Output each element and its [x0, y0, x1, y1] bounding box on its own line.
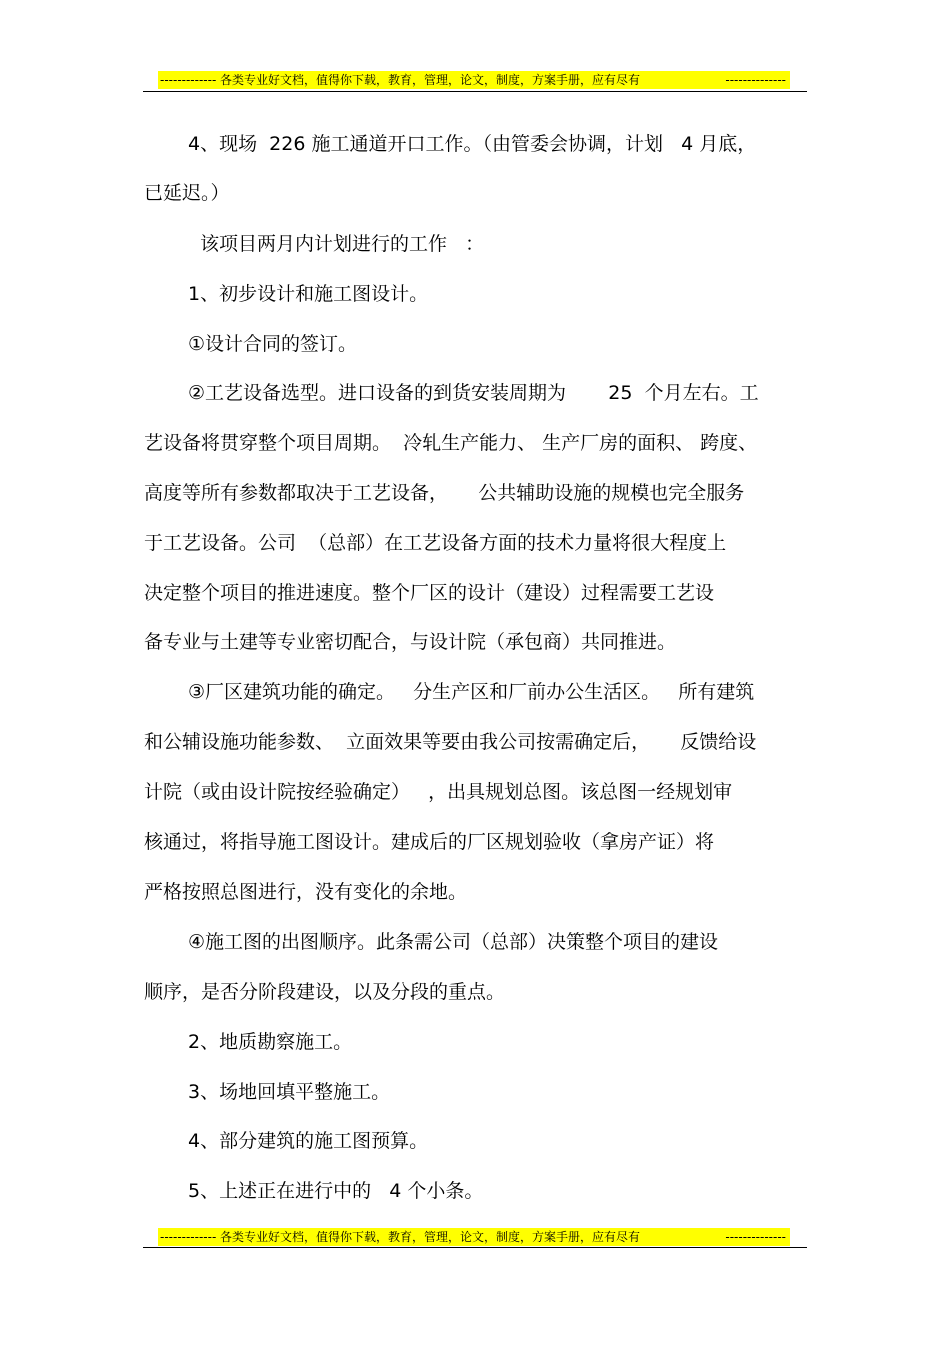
body-line: ①设计合同的签订。 — [188, 333, 358, 355]
body-line: ③厂区建筑功能的确定。 分生产区和厂前办公生活区。 所有建筑 — [188, 681, 755, 703]
body-line: 5、上述正在进行中的 4 个小条。 — [188, 1180, 484, 1202]
body-line: 计院（或由设计院按经验确定） ，出具规划总图。该总图一经规划审 — [144, 781, 733, 803]
header-dashes-left: ------------- — [160, 73, 217, 87]
body-line: 顺序，是否分阶段建设，以及分段的重点。 — [144, 981, 506, 1003]
body-line: 于工艺设备。公司 （总部）在工艺设备方面的技术力量将很大程度上 — [144, 532, 727, 554]
body-line: 高度等所有参数都取决于工艺设备， 公共辅助设施的规模也完全服务 — [144, 482, 745, 504]
footer-rule — [143, 1247, 807, 1248]
header-dashes-right: -------------- — [725, 73, 786, 87]
footer-text: 各类专业好文档，值得你下载，教育，管理，论文，制度，方案手册，应有尽有 — [220, 1230, 641, 1244]
body-line: 已延迟。） — [144, 182, 230, 204]
body-line: 该项目两月内计划进行的工作 ： — [200, 233, 485, 255]
body-line: ④施工图的出图顺序。此条需公司（总部）决策整个项目的建设 — [188, 931, 719, 953]
footer-dashes-right: -------------- — [725, 1230, 786, 1244]
body-line: 核通过，将指导施工图设计。建成后的厂区规划验收（拿房产证）将 — [144, 831, 715, 853]
header-text: 各类专业好文档，值得你下载，教育，管理，论文，制度，方案手册，应有尽有 — [220, 73, 641, 87]
header-rule — [143, 91, 807, 92]
body-line: 严格按照总图进行，没有变化的余地。 — [144, 881, 468, 903]
body-line: 艺设备将贯穿整个项目周期。 冷轧生产能力、 生产厂房的面积、 跨度、 — [144, 432, 758, 454]
footer-dashes-left: ------------- — [160, 1230, 217, 1244]
body-line: 备专业与土建等专业密切配合，与设计院（承包商）共同推进。 — [144, 631, 677, 653]
body-line: 4、现场 226 施工通道开口工作。（由管委会协调，计划 4 月底， — [188, 133, 757, 155]
body-line: 决定整个项目的推进速度。整个厂区的设计（建设）过程需要工艺设 — [144, 582, 715, 604]
body-line: 3、场地回填平整施工。 — [188, 1081, 391, 1103]
body-line: ②工艺设备选型。进口设备的到货安装周期为 25 个月左右。工 — [188, 382, 759, 404]
body-line: 1、初步设计和施工图设计。 — [188, 283, 429, 305]
footer-banner — [158, 1228, 790, 1246]
body-line: 4、部分建筑的施工图预算。 — [188, 1130, 429, 1152]
header-banner — [158, 71, 790, 89]
body-line: 2、地质勘察施工。 — [188, 1031, 353, 1053]
body-line: 和公辅设施功能参数、 立面效果等要由我公司按需确定后， 反馈给设 — [144, 731, 757, 753]
